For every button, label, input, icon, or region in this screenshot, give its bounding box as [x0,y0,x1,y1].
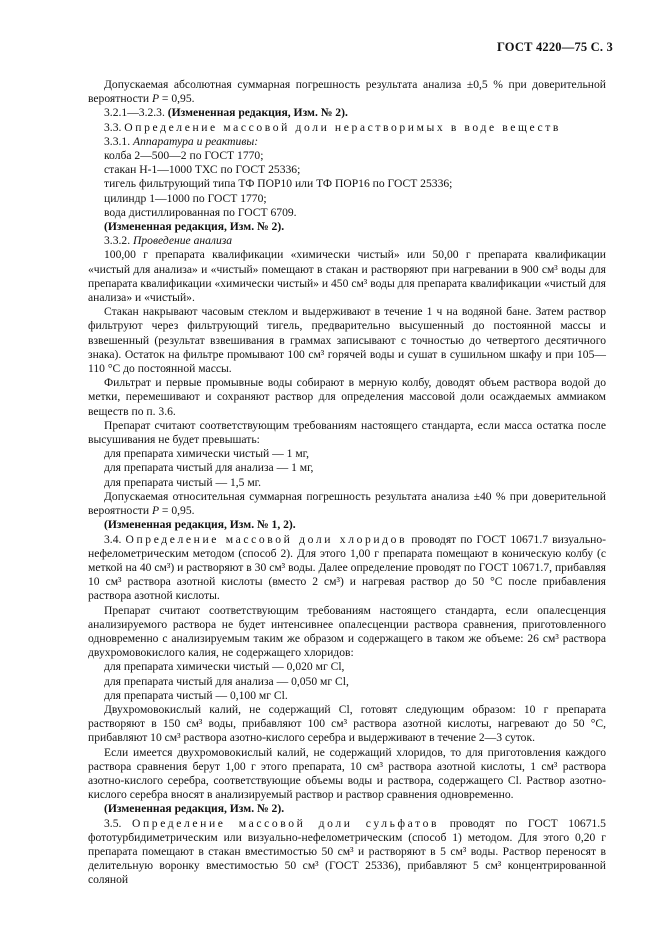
text-run: Допускаемая абсолютная суммарная погрешность результата анализа ±0,5 % при доверительной вероятности [88,78,606,106]
section-number: 3.3.2. [104,234,133,248]
amendment-note: (Измененная редакция, Изм. № 2). [104,220,285,234]
section-number: 3.4. [104,532,126,546]
limit-item: для препарата чистый — 0,100 мг Cl. [104,688,288,702]
page-header: ГОСТ 4220—75 С. 3 [496,40,613,54]
limit-item: для препарата химически чистый — 0,020 мг Cl, [104,660,345,674]
section-heading: Определение массовой доли нерастворимых в воде веществ [124,120,562,134]
section-number: 3.2.1—3.2.3. [104,106,168,120]
paragraph-opalescence: Препарат считают соответствующим требованиям настоящего стандарта, если опалесценция анализируемого раствора не будет интенсивнее опалесценции раствора сравнения, приготовленного одновременно с анализируемым таким же образом и содержащего в таком же объеме: 26 см³ раствора двухромовокислого калия, не содержащего хлоридов: [88,603,606,660]
variable-p: P [151,92,160,106]
paragraph-procedure: 100,00 г препарата квалификации «химически чистый» или 50,00 г препарата квалификации «чистый для анализа» и «чистый» помещают в стакан и растворяют при нагревании в 900 см³ воды для препарата квалификации «химически чистый» и 450 см³ воды для препарата квалификации «чистый для анализа» и «чистый». [88,248,606,305]
equipment-item: цилиндр 1—1000 по ГОСТ 1770; [104,191,267,205]
paragraph-requirement: Препарат считают соответствующим требованиям настоящего стандарта, если масса остатка после высушивания не будет превышать: [88,418,606,447]
text-run: проводят по ГОСТ 10671.7 визуально-нефелометрическим методом (способ 2). Для этого 1,00 г препарата помещают в коническую колбу (с меткой на 40 см³) и растворяют в 30 см³ воды. Далее определение проводят по ГОСТ 10671.7, прибавляя 10 см³ раствора азотной кислоты (вместо 2 см³) и нагревая раствор до 50 °С после прибавления раствора азотной кислоты. [88,532,606,603]
paragraph-absolute-error [88,78,606,106]
section-3-3-title [88,121,606,135]
text-run: проводят по ГОСТ 10671.5 фототурбидиметрическим или визуально-нефелометрическим (способ 1) методом. Для этого 0,20 г препарата помещают в стакан вместимостью 50 см³ и растворяют в 5 см³ воды. Раствор переносят в делительную воронку вместимостью 50 см³ (ГОСТ 25336), прибавляют 5 см³ концентрированной соляной [88,816,606,887]
subsection-heading: Аппаратура и реактивы: [132,134,259,148]
paragraph-filtering: Стакан накрывают часовым стеклом и выдерживают в течение 1 ч на водяной бане. Затем раствор фильтруют через фильтрующий тигель, предварительно высушенный до постоянной массы и взвешенный (результат взвешивания в граммах записывают с точностью до четвертого десятичного знака). Остаток на фильтре промывают 100 см³ горячей воды и сушат в сушильном шкафу и при 105—110 °С до постоянной массы. [88,305,606,376]
paragraph-3-2-1 [88,106,606,120]
document-body [88,78,606,888]
paragraph-relative-error [88,490,606,518]
text-run: Допускаемая относительная суммарная погрешность результата анализа ±40 % при доверительной вероятности [88,489,606,518]
paragraph-dichromate: Двухромовокислый калий, не содержащий Cl, готовят следующим образом: 10 г препарата растворяют в 150 см³ воды, прибавляют 100 см³ раствора азотной кислоты, нагревают до 50 °С, прибавляют 10 см³ раствора азотно-кислого серебра и выдерживают в течение 2—3 суток. [88,702,606,745]
equipment-item: стакан Н-1—1000 ТХС по ГОСТ 25336; [104,163,301,177]
section-heading: Определение массовой доли сульфатов [132,816,440,830]
equipment-item: тигель фильтрующий типа ТФ ПОР10 или ТФ ПОР16 по ГОСТ 25336; [104,177,453,191]
section-number: 3.3. [104,120,125,134]
subsection-3-3-1 [88,135,606,149]
limit-item: для препарата чистый для анализа — 1 мг, [104,461,314,475]
limit-item: для препарата чистый — 1,5 мг. [104,475,262,489]
paragraph-filtrate: Фильтрат и первые промывные воды собирают в мерную колбу, доводят объем раствора водой до метки, перемешивают и сохраняют раствор для определения массовой доли осаждаемых аммиаком веществ по п. 3.6. [88,376,606,418]
variable-p: P [151,504,160,518]
amendment-note: (Измененная редакция, Изм. № 2). [167,106,348,120]
subsection-3-3-2 [88,234,606,248]
limit-item: для препарата чистый для анализа — 0,050 мг Cl, [104,674,349,688]
amendment-note: (Измененная редакция, Изм. № 2). [104,802,285,816]
amendment-note: (Измененная редакция, Изм. № 1, 2). [104,518,296,532]
paragraph-3-5 [88,817,606,888]
limit-item: для препарата химически чистый — 1 мг, [104,447,310,461]
text-run: = 0,95. [159,504,195,518]
paragraph-reference-solution: Если имеется двухромовокислый калий, не содержащий хлоридов, то для приготовления каждого раствора сравнения берут 1,00 г этого препарата, 10 см³ раствора азотной кислоты, 1 см³ раствора азотно-кислого серебра, соответствующие объемы воды и раствора, содержащего Cl. Раствор азотно-кислого серебра вносят в анализируемый раствор и раствор сравнения одновременно. [88,745,606,802]
section-number: 3.3.1. [104,134,133,148]
paragraph-3-4 [88,533,606,604]
text-run: = 0,95. [159,92,195,106]
subsection-heading: Проведение анализа [132,234,233,248]
section-heading: Определение массовой доли хлоридов [125,532,408,546]
equipment-item: вода дистиллированная по ГОСТ 6709. [104,205,297,219]
equipment-item: колба 2—500—2 по ГОСТ 1770; [104,149,264,163]
section-number: 3.5. [104,816,133,830]
